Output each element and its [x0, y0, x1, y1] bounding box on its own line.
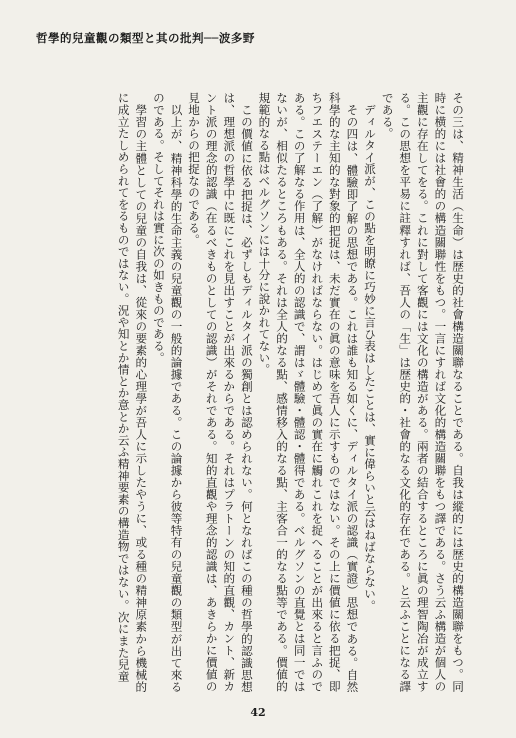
- paragraph: その三は、精神生活（生命）は歴史的社會構造關聯なることである。自我は縱的には歴史的構造關聯をもつ。同時に横的には社會的の構造關聯性をもつ。一言にすれば文化的構造關聯をもつ譯である。さう云ふ構造が個人の主觀に存在してをる。これに對して客觀には文化の構造がある。兩者の結合するところに眞の理智陶冶が成立する。この思想を平易に註釋すれば、吾人の「生」は歴史的・社會的なる文化的存在である。と云ふことになる譯である。: [380, 92, 465, 692]
- paragraph: 以上が、精神科學的生命主義の兒童觀の一般的論據である。この論據から彼等特有の兒童觀の類型が出て來るのである。そしてそれは實に次の如きものである。: [151, 92, 184, 692]
- body-text: [52, 92, 466, 692]
- paragraph: 學習の主體としての兒童の自我は、從來の要素的心理學が吾人に示したやうに、或る種の精神原素から機械的に成立たしめられてをるものではない。況や知とか情とか意とか云ふ精神要素の構造物ではない。次にまた兒童: [116, 92, 149, 692]
- running-header: 哲學的兒童觀の類型と其の批判──波多野: [36, 31, 255, 45]
- paragraph: この價値に依る把捉は、必ずしもディルタイ派の獨創とは認められない。何となればこの種の哲學的認識思想は、理想派の哲學中に既にこれを見出すことが出來るからである。それはプラトーンの知的直觀、カント、新カント派の理念的認識（在るべきものとしての認識）がそれである。知的直觀や理念的認識は、あきらかに價値の見地からの把捉なのである。: [187, 92, 254, 692]
- page-number: 42: [250, 706, 266, 719]
- paragraph: その四は、體驗即了解の思想である。これは誰も知る如くに、ディルタイ派の認識（實證）思想である。自然科學的な主知的な對象的把捉は、未だ實在の眞の意味を吾人に示すものではない。その上に價値に依る把捉、即ちフエステーエン（了解）がなければならない。はじめて眞の實在に觸れこれを捉へることが出來ると言ふのである。この了解なる作用は、全人的の認識で、謂はゞ體驗・體認・體得である。ベルグソンの直覺とは同一ではないが、相似たるところもある。それは全人的なる點、感情移入的なる點、主客合一的なる點等である。價値的規範的なる點はベルグソンには十分に說かれてない。: [257, 92, 360, 692]
- paragraph: ディルタイ派が、この點を明瞭に巧妙に言ひ表はしたことは、實に偉らいと云はねばならない。: [363, 103, 378, 611]
